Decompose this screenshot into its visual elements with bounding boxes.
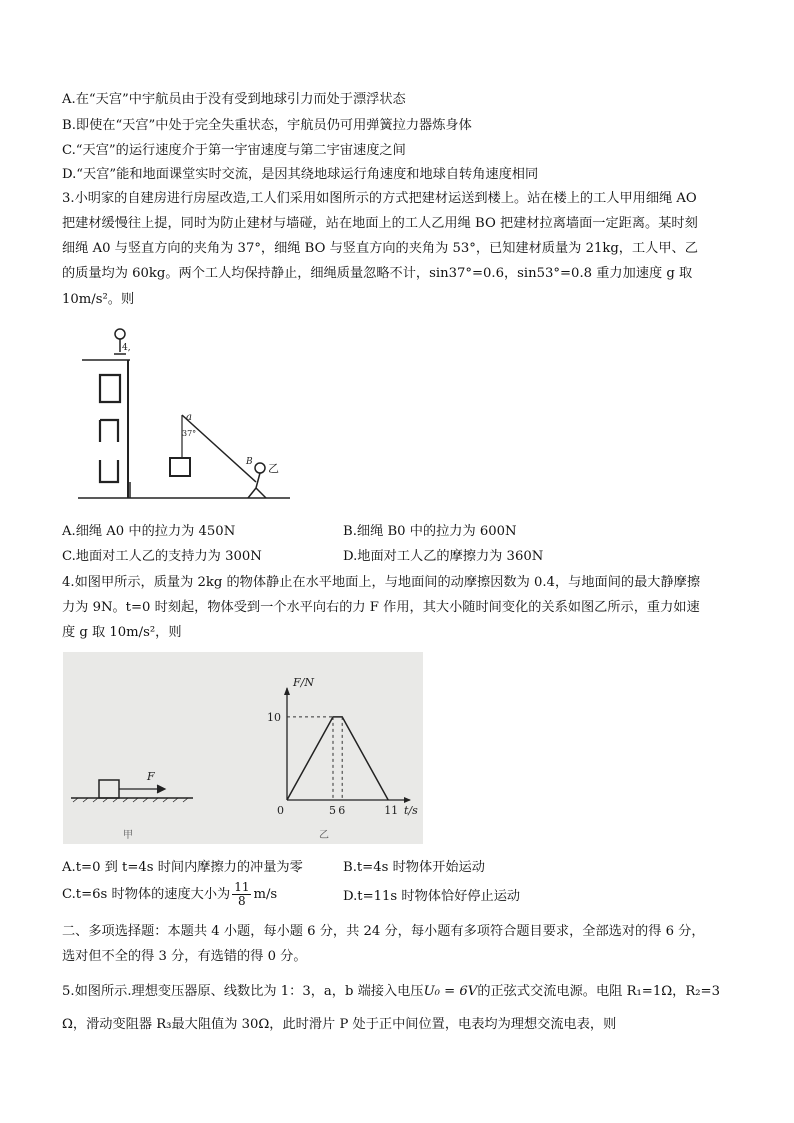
f-series-line — [287, 717, 388, 800]
q3-option-a: A.细绳 A0 中的拉力为 450N — [62, 524, 236, 539]
label-b: B — [246, 457, 253, 467]
x-tick-label: 0 — [277, 804, 284, 817]
q3-option-d: D.地面对工人乙的摩擦力为 360N — [343, 549, 544, 564]
q5-line-1: 5.如图所示.理想变压器原、线数比为 1：3，a，b 端接入电压U₀ = 6V的正弦式交流电源。电阻 R₁=1Ω，R₂=3 — [62, 984, 720, 999]
label-top-worker: 4, — [122, 343, 131, 353]
q3-stem-line: 的质量均为 60kg。两个工人均保持静止，细绳质量忽略不计，sin37°=0.6，sin53°=0.8 重力加速度 g 取 — [62, 266, 693, 281]
voltage-symbol: U₀ = 6V — [423, 984, 478, 999]
q2-option-c: C.“天宫”的运行速度介于第一宇宙速度与第二宇宙速度之间 — [62, 143, 406, 158]
q4-option-d: D.t=11s 时物体恰好停止运动 — [343, 889, 521, 904]
block — [99, 780, 119, 798]
q4-stem-line: 度 g 取 10m/s²，则 — [62, 625, 182, 640]
q2-option-d: D.“天宫”能和地面课堂实时交流，是因其绕地球运行角速度和地球自转角速度相同 — [62, 167, 539, 182]
q2-option-a: A.在“天宫”中宇航员由于没有受到地球引力而处于漂浮状态 — [62, 92, 406, 107]
x-tick-label: 5 — [329, 804, 336, 817]
section2-heading: 二、多项选择题：本题共 4 小题，每小题 6 分，共 24 分，每小题有多项符合题目要求，全部选对的得 6 分， — [62, 924, 705, 939]
label-a: a — [186, 412, 192, 423]
x-tick-label: 6 — [338, 804, 346, 817]
q4-option-a: A.t=0 到 t=4s 时间内摩擦力的冲量为零 — [62, 860, 303, 875]
f-t-chart — [267, 676, 418, 817]
q4-option-c — [62, 880, 277, 910]
q3-stem-line: 把建材缓慢往上提，同时为防止建材与墙碰，站在地面上的工人乙用绳 BO 把建材拉离墙面一定距离。某时刻 — [62, 216, 698, 231]
y-tick-label: 10 — [267, 710, 281, 724]
caption-yi: 乙 — [319, 830, 329, 841]
q2-option-b: B.即使在“天宫”中处于完全失重状态，宇航员仍可用弹簧拉力器炼身体 — [62, 118, 472, 133]
q3-option-c: C.地面对工人乙的支持力为 300N — [62, 549, 262, 564]
q3-stem-line: 3.小明家的自建房进行房屋改造,工人们采用如图所示的方式把建材运送到楼上。站在楼上的工人甲用细绳 AO — [62, 191, 697, 206]
q4-stem-line: 力为 9N。t=0 时刻起，物体受到一个水平向右的力 F 作用，其大小随时间变化的关系如图乙所示，重力如速 — [62, 600, 700, 615]
label-worker-yi: 乙 — [268, 462, 279, 475]
y-axis-label: F/N — [293, 676, 314, 689]
section2-heading: 选对但不全的得 3 分，有选错的得 0 分。 — [62, 949, 307, 964]
q4-stem-line: 4.如图甲所示，质量为 2kg 的物体静止在水平地面上，与地面间的动摩擦因数为 0.4，与地面间的最大静摩擦 — [62, 575, 701, 590]
q5-line-2: Ω，滑动变阻器 R₃最大阻值为 30Ω，此时滑片 P 处于正中间位置，电表均为理想交流电表，则 — [62, 1017, 617, 1032]
q3-building-figure — [78, 320, 293, 505]
caption-jia: 甲 — [123, 830, 133, 841]
x-tick-label: 11 — [384, 804, 399, 817]
q4-option-c-prefix: C.t=6s 时物体的速度大小为 — [62, 887, 231, 902]
q3-stem-line: 细绳 A0 与竖直方向的夹角为 37°，细绳 BO 与竖直方向的夹角为 53°，已知建材质量为 21kg，工人甲、乙 — [62, 241, 698, 256]
q4-option-b: B.t=4s 时物体开始运动 — [343, 860, 485, 875]
x-axis-arrow — [404, 797, 411, 803]
label-angle: 37° — [182, 429, 197, 438]
q3-stem-line: 10m/s²。则 — [62, 292, 135, 307]
q4-option-c-unit: m/s — [253, 887, 278, 902]
fraction-11-8: $\frac{11}{8}$ — [234, 880, 250, 908]
force-label: F — [147, 770, 155, 783]
y-axis-arrow — [284, 687, 290, 695]
x-axis-label: t/s — [404, 804, 418, 817]
q3-option-b: B.细绳 B0 中的拉力为 600N — [343, 524, 517, 539]
q4-figure — [63, 652, 423, 844]
